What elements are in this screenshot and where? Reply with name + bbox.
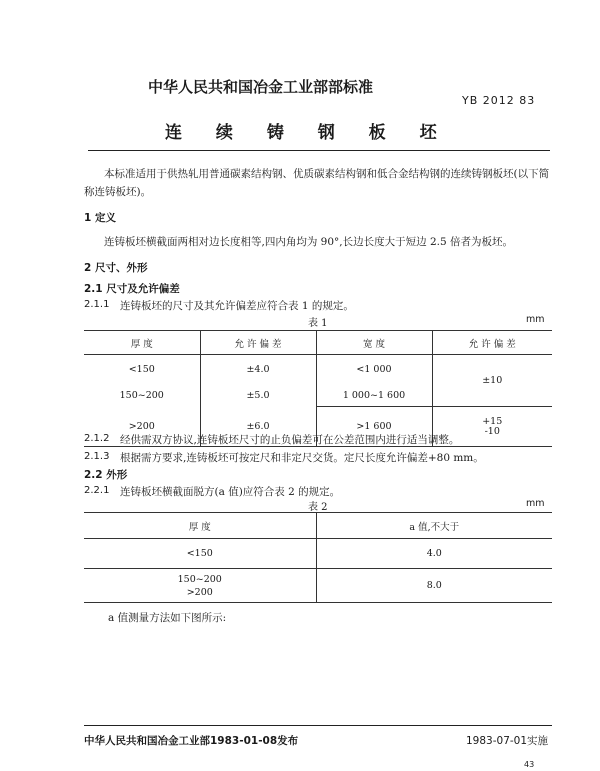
table-2-thickness-150-200: 150~200 xyxy=(177,573,222,585)
page-number: 43 xyxy=(524,760,535,769)
table-1-header-width-tolerance: 允 许 偏 差 xyxy=(432,331,552,355)
effective-date: 1983-07-01实施 xyxy=(466,735,549,747)
clause-2-2-1-text: 连铸板坯横截面脱方(a 值)应符合表 2 的规定。 xyxy=(120,486,341,498)
table-1-tolerance-5: ±5.0 xyxy=(200,385,316,407)
table-1-width-lt1000: <1 000 xyxy=(316,355,432,385)
clause-2-1-3-text: 根据需方要求,连铸板坯可按定尺和非定尺交货。定尺长度允许偏差+80 mm。 xyxy=(120,452,484,464)
table-1-width-gt1600: >1 600 xyxy=(316,407,432,447)
table-1-header-thickness-tolerance: 允 许 偏 差 xyxy=(200,331,316,355)
clause-2-1-3-number: 2.1.3 xyxy=(84,451,110,462)
table-1-width-tolerance-10: ±10 xyxy=(482,375,503,386)
table-2-a-4: 4.0 xyxy=(316,539,552,569)
table-2-thickness-gt200: >200 xyxy=(186,586,213,598)
clause-2-1-1-text: 连铸板坯的尺寸及其允许偏差应符合表 1 的规定。 xyxy=(120,300,354,312)
section-1-text: 连铸板坯横截面两相对边长度相等,四内角均为 90°,长边长度大于短边 2.5 倍者为板坯。 xyxy=(104,236,513,248)
table-1-width-1000-1600: 1 000~1 600 xyxy=(316,385,432,407)
table-2-header-thickness: 厚 度 xyxy=(84,513,316,539)
section-2-1-heading: 2.1 尺寸及允许偏差 xyxy=(84,283,180,295)
table-1-unit: mm xyxy=(526,314,545,325)
clause-2-1-2-number: 2.1.2 xyxy=(84,433,110,444)
section-1-heading: 1 定义 xyxy=(84,212,116,224)
ministry-heading: 中华人民共和国冶金工业部部标准 xyxy=(148,78,374,96)
intro-line-1: 本标准适用于供热轧用普通碳素结构钢、优质碳素结构钢和低合金结构钢的连续铸钢板坯(以下简 xyxy=(104,168,550,180)
table-1-minus-10: -10 xyxy=(484,425,500,437)
measurement-note: a 值测量方法如下图所示: xyxy=(108,612,227,624)
table-1-tolerance-6: ±6.0 xyxy=(200,407,316,447)
table-2 xyxy=(84,512,552,603)
section-2-2-heading: 2.2 外形 xyxy=(84,469,128,481)
document-title: 连 续 铸 钢 板 坯 xyxy=(165,123,451,143)
table-2-caption: 表 2 xyxy=(308,502,328,513)
table-2-unit: mm xyxy=(526,498,545,509)
table-1-thickness-lt150: <150 xyxy=(84,355,200,385)
clause-2-1-1-number: 2.1.1 xyxy=(84,299,110,310)
table-2-header-a-value: a 值,不大于 xyxy=(316,513,552,539)
table-1-thickness-gt200: >200 xyxy=(84,407,200,447)
section-2-heading: 2 尺寸、外形 xyxy=(84,262,148,274)
header-rule xyxy=(88,150,550,151)
table-2-a-8: 8.0 xyxy=(316,569,552,603)
table-1-thickness-150-200: 150~200 xyxy=(84,385,200,407)
issue-date: 中华人民共和国冶金工业部1983-01-08发布 xyxy=(84,735,299,747)
footer-rule xyxy=(84,725,552,726)
table-1-caption: 表 1 xyxy=(308,318,328,329)
table-1-plus-15: +15 xyxy=(482,415,503,427)
table-1 xyxy=(84,330,552,447)
table-1-header-width: 宽 度 xyxy=(316,331,432,355)
intro-line-2: 称连铸板坯)。 xyxy=(84,186,152,198)
table-2-thickness-150-and-over xyxy=(84,569,316,603)
table-2-thickness-lt150: <150 xyxy=(84,539,316,569)
table-1-header-thickness: 厚 度 xyxy=(84,331,200,355)
standard-number: YB 2012 83 xyxy=(462,94,536,107)
table-1-tolerance-4: ±4.0 xyxy=(200,355,316,385)
clause-2-1-2-text: 经供需双方协议,连铸板坯尺寸的止负偏差可在公差范围内进行适当调整。 xyxy=(120,434,460,446)
clause-2-2-1-number: 2.2.1 xyxy=(84,485,110,496)
